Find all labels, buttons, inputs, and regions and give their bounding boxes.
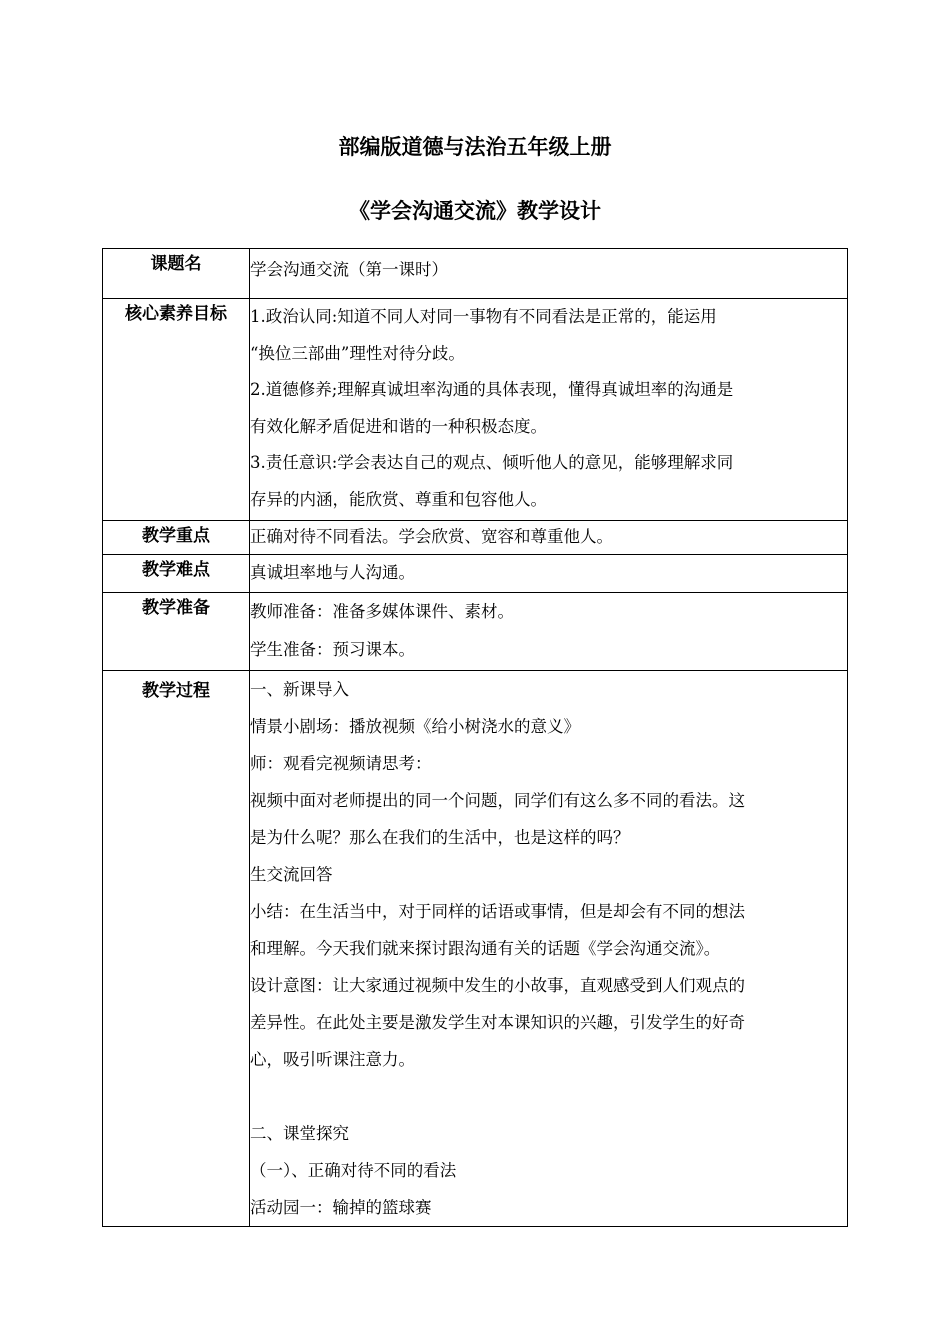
document-title: 部编版道德与法治五年级上册 [338, 135, 612, 159]
table-row-process [103, 671, 848, 1227]
content-line: 学生准备：预习课本。 [250, 640, 415, 659]
row-content [250, 555, 848, 593]
content-line: 差异性。在此处主要是激发学生对本课知识的兴趣，引发学生的好奇 [250, 1013, 745, 1032]
content-line: 正确对待不同看法。学会欣赏、宽容和尊重他人。 [250, 527, 613, 546]
content-line: 教师准备：准备多媒体课件、素材。 [250, 602, 514, 621]
row-label: 课题名 [103, 249, 250, 299]
table-row-difficulties [103, 555, 848, 593]
content-line: 生交流回答 [250, 865, 333, 884]
content-line: 小结：在生活当中，对于同样的话语或事情，但是却会有不同的想法 [250, 902, 745, 921]
table-row-topic [103, 249, 848, 299]
content-line: 有效化解矛盾促进和谐的一种积极态度。 [250, 416, 547, 436]
content-line: 1.政治认同:知道不同人对同一事物有不同看法是正常的，能运用 [250, 307, 717, 326]
content-line: “换位三部曲”理性对待分歧。 [250, 343, 465, 363]
row-content [250, 249, 848, 299]
content-line: 视频中面对老师提出的同一个问题，同学们有这么多不同的看法。这 [250, 791, 745, 810]
content-line: 真诚坦率地与人沟通。 [250, 563, 415, 582]
row-label: 教学难点 [103, 555, 250, 593]
content-line: 心，吸引听课注意力。 [250, 1050, 415, 1069]
content-line: 活动园一：输掉的篮球赛 [250, 1198, 432, 1217]
row-label: 教学准备 [103, 593, 250, 671]
content-line: 设计意图：让大家通过视频中发生的小故事，直观感受到人们观点的 [250, 976, 745, 995]
table-row-key-points [103, 521, 848, 555]
table-row-objectives [103, 299, 848, 521]
row-content [250, 593, 848, 671]
content-line: 一、新课导入 [250, 680, 349, 699]
lesson-plan-table [102, 248, 848, 1227]
document-subtitle: 《学会沟通交流》教学设计 [349, 199, 601, 223]
content-line: 存异的内涵，能欣赏、尊重和包容他人。 [250, 489, 547, 509]
table-row-preparation [103, 593, 848, 671]
content-line: 是为什么呢？那么在我们的生活中，也是这样的吗？ [250, 828, 630, 847]
row-content [250, 521, 848, 555]
content-line: 2.道德修养;理解真诚坦率沟通的具体表现，懂得真诚坦率的沟通是 [250, 380, 734, 399]
row-content [250, 671, 848, 1227]
content-line: （一）、正确对待不同的看法 [250, 1161, 457, 1180]
content-line: 情景小剧场：播放视频《给小树浇水的意义》 [250, 717, 580, 736]
blank-line [250, 1078, 847, 1115]
row-label: 教学过程 [103, 671, 250, 1227]
content-line: 学会沟通交流（第一课时） [250, 260, 448, 279]
row-label: 教学重点 [103, 521, 250, 555]
content-line: 和理解。今天我们就来探讨跟沟通有关的话题《学会沟通交流》。 [250, 939, 721, 958]
content-line: 二、课堂探究 [250, 1124, 349, 1143]
content-line: 师：观看完视频请思考： [250, 754, 432, 773]
row-content [250, 299, 848, 521]
row-label: 核心素养目标 [103, 299, 250, 521]
content-line: 3.责任意识:学会表达自己的观点、倾听他人的意见，能够理解求同 [250, 453, 734, 472]
